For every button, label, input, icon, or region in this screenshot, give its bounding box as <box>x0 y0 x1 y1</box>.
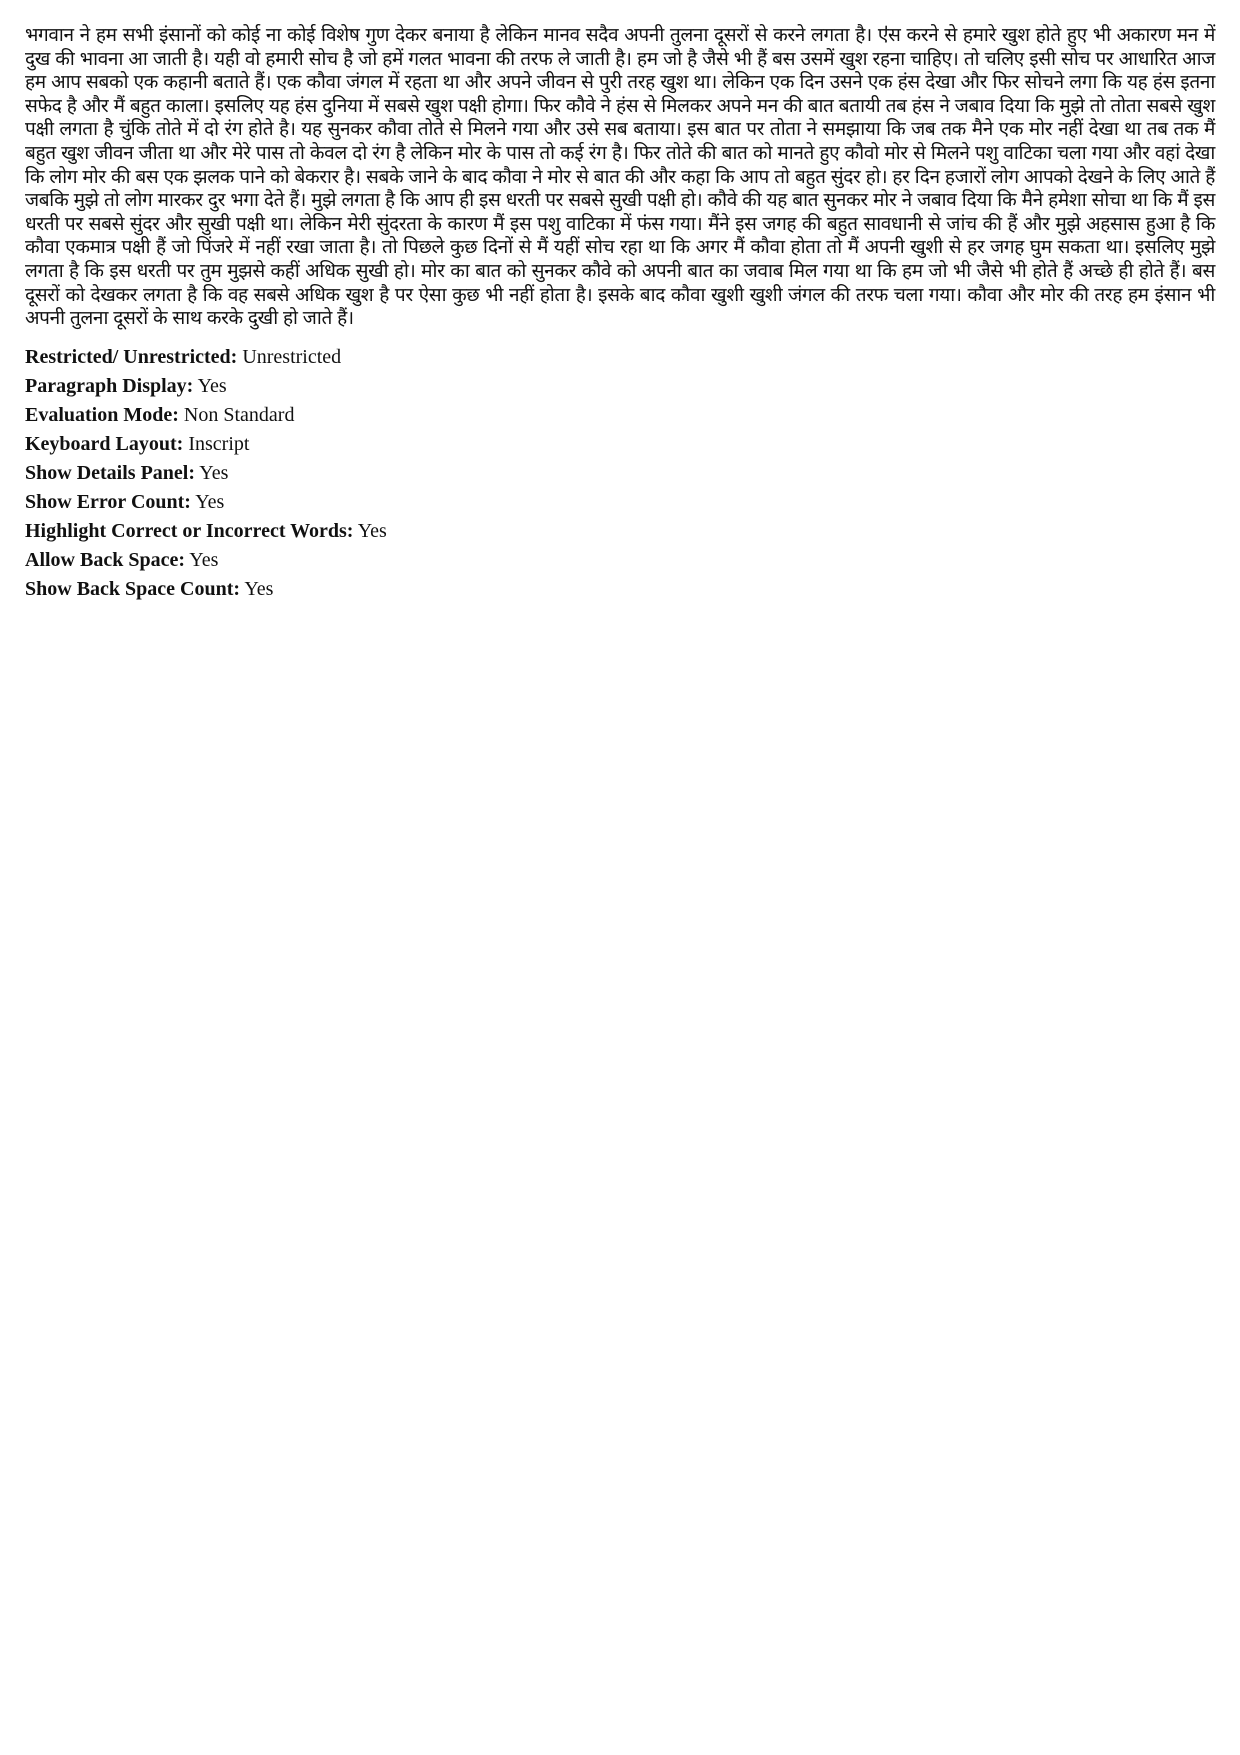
setting-error-count <box>25 488 1215 517</box>
setting-value: Unrestricted <box>242 345 342 368</box>
setting-paragraph-display <box>25 372 1215 401</box>
setting-label: Show Back Space Count: <box>25 577 241 600</box>
setting-label: Allow Back Space: <box>25 548 185 571</box>
document-page <box>25 24 1215 604</box>
setting-value: Yes <box>189 548 219 571</box>
setting-label: Keyboard Layout: <box>25 432 184 455</box>
setting-evaluation-mode <box>25 401 1215 430</box>
setting-label: Show Details Panel: <box>25 461 195 484</box>
setting-value: Inscript <box>188 432 250 455</box>
setting-restriction <box>25 343 1215 372</box>
setting-details-panel <box>25 459 1215 488</box>
setting-label: Paragraph Display: <box>25 374 194 397</box>
typing-passage: भगवान ने हम सभी इंसानों को कोई ना कोई विशेष गुण देकर बनाया है लेकिन मानव सदैव अपनी तुलना दूसरों से करने लगता है। एऺस करने से हमारे खुश होते हुए भी अकारण मन में दुख की भावना आ जाती है। यही वो हमारी सोच है जो हमें गलत भावना की तरफ ले जाती है। हम जो है जैसे भी हैं बस उसमें खुश रहना चाहिए। तो चलिए इसी सोच पर आधारित आज हम आप सबको एक कहानी बताते हैं। एक कौवा जंगल में रहता था और अपने जीवन से पुरी तरह खुश था। लेकिन एक दिन उसने एक हंस देखा और फिर सोचने लगा कि यह हंस इतना सफेद है और मैं बहुत काला। इसलिए यह हंस दुनिया में सबसे खुश पक्षी होगा। फिर कौवे ने हंस से मिलकर अपने मन की बात बतायी तब हंस ने जबाव दिया कि मुझे तो तोता सबसे खुश पक्षी लगता है चुंकि तोते में दो रंग होते है। यह सुनकर कौवा तोते से मिलने गया और उसे सब बताया। इस बात पर तोता ने समझाया कि जब तक मैने एक मोर नहीं देखा था तब तक मैं बहुत खुश जीवन जीता था और मेरे पास तो केवल दो रंग है लेकिन मोर के पास तो कई रंग है। फिर तोते की बात को मानते हुए कौवो मोर से मिलने पशु वाटिका चला गया और वहां देखा कि लोग मोर की बस एक झलक पाने को बेकरार है। सबके जाने के बाद कौवा ने मोर से बात की और कहा कि आप तो बहुत सुंदर हो। हर दिन हजारों लोग आपको देखने के लिए आते हैं जबकि मुझे तो लोग मारकर दुर भगा देते हैं। मुझे लगता है कि आप ही इस धरती पर सबसे सुखी पक्षी हो। कौवे की यह बात सुनकर मोर ने जबाव दिया कि मैने हमेशा सोचा था कि मैं इस धरती पर सबसे सुंदर और सुखी पक्षी था। लेकिन मेरी सुंदरता के कारण मैं इस पशु वाटिका में फंस गया। मैंने इस जगह की बहुत सावधानी से जांच की हैं और मुझे अहसास हुआ है कि कौवा एकमात्र पक्षी हैं जो पिंजरे में नहीं रखा जाता है। तो पिछले कुछ दिनों से मैं यहीं सोच रहा था कि अगर मैं कौवा होता तो मैं अपनी खुशी से हर जगह घुम सकता था। इसलिए मुझे लगता है कि इस धरती पर तुम मुझसे कहीं अधिक सुखी हो। मोर का बात को सुनकर कौवे को अपनी बात का जवाब मिल गया था कि हम जो भी जैसे भी होते हैं अच्छे ही होते हैं। बस दूसरों को देखकर लगता है कि वह सबसे अधिक खुश है पर ऐसा कुछ भी नहीं होता है। इसके बाद कौवा खुशी खुशी जंगल की तरफ चला गया। कौवा और मोर की तरह हम इंसान भी अपनी तुलना दूसरों के साथ करके दुखी हो जाते हैं। <box>25 24 1215 330</box>
setting-value: Yes <box>195 490 225 513</box>
setting-value: Yes <box>244 577 274 600</box>
setting-highlight-words <box>25 517 1215 546</box>
setting-backspace-count <box>25 575 1215 604</box>
setting-value: Yes <box>197 374 227 397</box>
setting-label: Evaluation Mode: <box>25 403 179 426</box>
setting-allow-backspace <box>25 546 1215 575</box>
settings-list <box>25 343 1215 604</box>
setting-keyboard-layout <box>25 430 1215 459</box>
setting-label: Restricted/ Unrestricted: <box>25 345 238 368</box>
setting-label: Show Error Count: <box>25 490 191 513</box>
setting-value: Non Standard <box>183 403 295 426</box>
setting-value: Yes <box>357 519 387 542</box>
setting-value: Yes <box>199 461 229 484</box>
setting-label: Highlight Correct or Incorrect Words: <box>25 519 354 542</box>
